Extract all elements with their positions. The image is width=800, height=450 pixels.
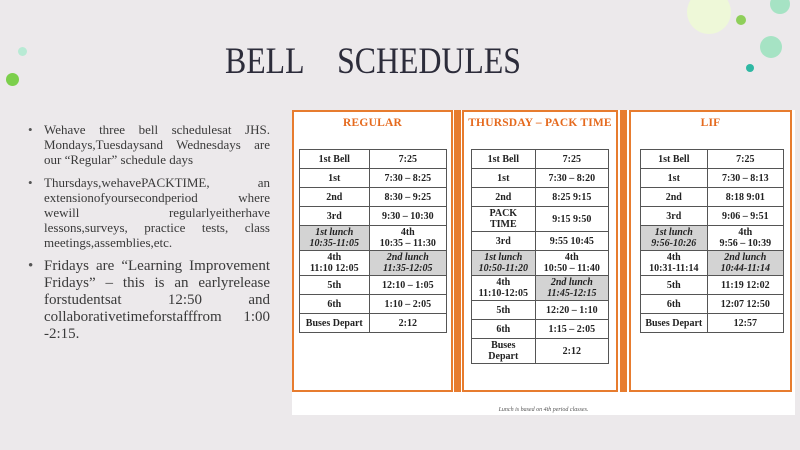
column-regular: [292, 110, 453, 392]
period-label: 1st lunch 9:56-10:26: [641, 226, 708, 251]
table-row: [641, 188, 784, 207]
period-time: 7:30 – 8:25: [369, 169, 446, 188]
period-time: 9:15 9:50: [535, 207, 608, 232]
table-row: [472, 150, 609, 169]
period-time: 2nd lunch 11:35-12:05: [369, 251, 446, 276]
period-time: 12:57: [707, 314, 783, 333]
bullet-item: • Thursdays,wehavePACKTIME, an extensionofyoursecondperiod where wewill regularlyeitherhave lessons,surveys, practice tests, class meetings,assemblies,etc.: [28, 175, 270, 250]
period-label: 2nd: [472, 188, 536, 207]
period-time: 1:10 – 2:05: [369, 295, 446, 314]
table-row: [300, 276, 447, 295]
table-row: [300, 314, 447, 333]
table-row: [641, 169, 784, 188]
period-label: 6th: [472, 320, 536, 339]
column-thursday: [462, 110, 618, 392]
table-row: [641, 207, 784, 226]
table-row: [641, 251, 784, 276]
slide-title: BELL SCHEDULES: [225, 41, 521, 82]
period-time: 7:25: [707, 150, 783, 169]
period-time: 2:12: [535, 339, 608, 364]
table-row: [472, 207, 609, 232]
table-row: [300, 251, 447, 276]
period-label: 3rd: [641, 207, 708, 226]
table-row: [300, 169, 447, 188]
decor-dot: [770, 0, 790, 14]
period-time: 9:06 – 9:51: [707, 207, 783, 226]
period-label: 1st lunch 10:35-11:05: [300, 226, 370, 251]
period-label: 1st: [641, 169, 708, 188]
column-header-thursday: THURSDAY – PACK TIME: [468, 117, 612, 129]
period-time: 1:15 – 2:05: [535, 320, 608, 339]
period-label: 1st Bell: [300, 150, 370, 169]
period-time: 4th 10:50 – 11:40: [535, 251, 608, 276]
table-row: [300, 207, 447, 226]
period-time: 4th 10:35 – 11:30: [369, 226, 446, 251]
period-time: 7:25: [369, 150, 446, 169]
period-label: 1st: [472, 169, 536, 188]
period-label: 1st lunch 10:50-11:20: [472, 251, 536, 276]
period-label: 1st: [300, 169, 370, 188]
period-time: 12:20 – 1:10: [535, 301, 608, 320]
table-row: [472, 169, 609, 188]
schedule-table-lif: [640, 149, 784, 333]
decor-dot: [736, 15, 746, 25]
column-header-lif: LIF: [700, 117, 721, 129]
period-time: 12:10 – 1:05: [369, 276, 446, 295]
decor-dot: [6, 73, 19, 86]
table-row: [641, 295, 784, 314]
table-row: [472, 251, 609, 276]
period-label: Buses Depart: [300, 314, 370, 333]
period-time: 4th 9:56 – 10:39: [707, 226, 783, 251]
table-row: [300, 188, 447, 207]
period-time: 9:55 10:45: [535, 232, 608, 251]
schedule-table-regular: [299, 149, 447, 333]
period-label: 4th 11:10-12:05: [472, 276, 536, 301]
period-time: 9:30 – 10:30: [369, 207, 446, 226]
period-time: 8:18 9:01: [707, 188, 783, 207]
column-separator: [454, 110, 461, 392]
period-label: 2nd: [641, 188, 708, 207]
period-label: 5th: [641, 276, 708, 295]
table-row: [472, 232, 609, 251]
footnote: Lunch is based on 4th period classes.: [498, 407, 589, 413]
bullet-list: [28, 122, 270, 351]
decor-dot: [687, 0, 731, 34]
period-time: 7:30 – 8:13: [707, 169, 783, 188]
period-time: 7:25: [535, 150, 608, 169]
period-label: 4th 10:31-11:14: [641, 251, 708, 276]
period-label: 4th 11:10 12:05: [300, 251, 370, 276]
schedule-table-thursday: [471, 149, 609, 364]
table-row: [472, 276, 609, 301]
column-separator: [620, 110, 627, 392]
bullet-item: • Wehave three bell schedulesat JHS. Mondays,Tuesdaysand Wednesdays are our “Regular” schedule days: [28, 122, 270, 167]
decor-dot: [18, 47, 27, 56]
period-time: 8:30 – 9:25: [369, 188, 446, 207]
table-row: [472, 188, 609, 207]
table-row: [472, 301, 609, 320]
column-header-regular: REGULAR: [343, 117, 402, 129]
period-time: 7:30 – 8:20: [535, 169, 608, 188]
decor-dot: [760, 36, 782, 58]
period-time: 11:19 12:02: [707, 276, 783, 295]
period-time: 12:07 12:50: [707, 295, 783, 314]
table-row: [641, 150, 784, 169]
table-row: [300, 226, 447, 251]
period-label: 5th: [472, 301, 536, 320]
table-row: [641, 314, 784, 333]
table-row: [300, 150, 447, 169]
period-label: 2nd: [300, 188, 370, 207]
period-label: 1st Bell: [472, 150, 536, 169]
column-lif: [629, 110, 792, 392]
table-row: [641, 276, 784, 295]
period-label: 6th: [641, 295, 708, 314]
period-label: Buses Depart: [472, 339, 536, 364]
decor-dot: [746, 64, 754, 72]
period-label: PACK TIME: [472, 207, 536, 232]
period-label: Buses Depart: [641, 314, 708, 333]
period-label: 5th: [300, 276, 370, 295]
table-row: [472, 320, 609, 339]
period-label: 3rd: [472, 232, 536, 251]
table-row: [300, 295, 447, 314]
period-time: 2nd lunch 11:45-12:15: [535, 276, 608, 301]
table-row: [472, 339, 609, 364]
period-label: 3rd: [300, 207, 370, 226]
period-time: 2nd lunch 10:44-11:14: [707, 251, 783, 276]
bullet-item: • Fridays are “Learning Improvement Fridays” – this is an earlyrelease forstudentsat 12:50 and collaborativetimeforstafffrom 1:00 -2:15.: [28, 258, 270, 343]
table-row: [641, 226, 784, 251]
period-time: 2:12: [369, 314, 446, 333]
period-label: 1st Bell: [641, 150, 708, 169]
period-label: 6th: [300, 295, 370, 314]
period-time: 8:25 9:15: [535, 188, 608, 207]
schedule-panel: [292, 110, 795, 415]
